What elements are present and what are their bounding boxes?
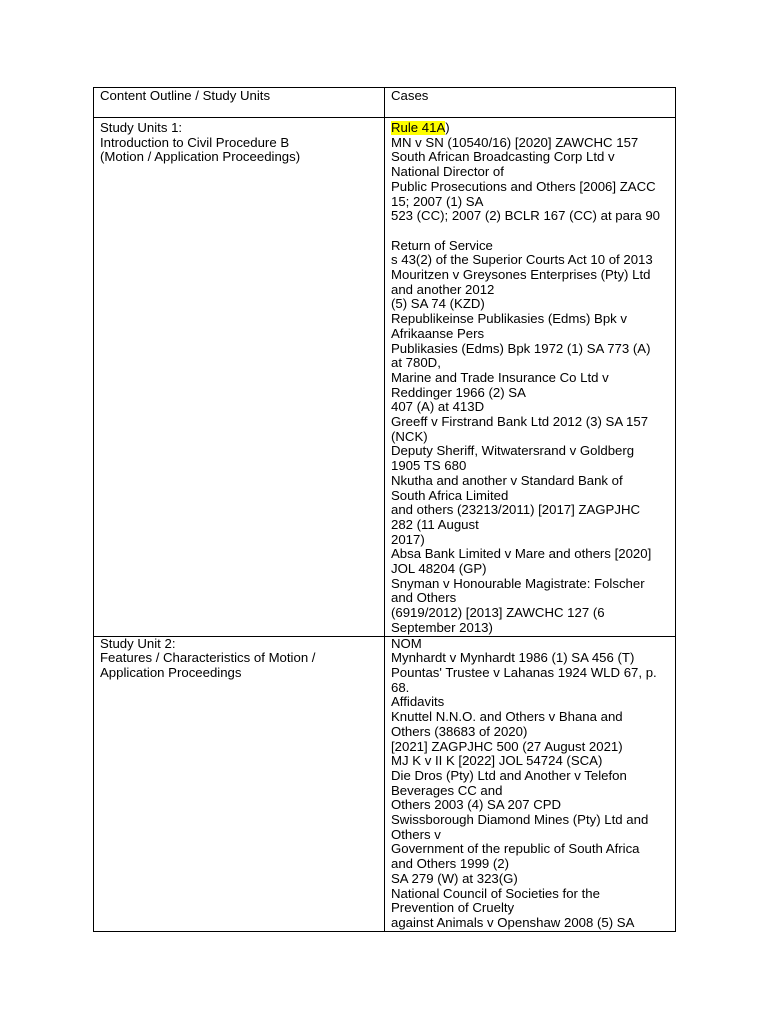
case-text-line: Nkutha and another v Standard Bank of [391,473,623,488]
case-text-line: Government of the republic of South Africa [391,842,640,857]
study-unit-1-cases-cell [385,118,676,637]
case-text-line: Die Dros (Pty) Ltd and Another v Telefon [391,768,627,783]
header-col1-text: Content Outline / Study Units [100,89,271,103]
case-text-line: [2021] ZAGPJHC 500 (27 August 2021) [391,739,623,754]
case-text-line: Others v [391,827,441,842]
case-text-line: South Africa Limited [391,488,509,503]
case-text-line: (6919/2012) [2013] ZAWCHC 127 (6 [391,606,605,621]
case-text-line: 282 (11 August [391,517,479,532]
case-text-line: 1905 TS 680 [391,459,467,474]
blank-line [391,224,669,239]
case-text-line: MJ K v II K [2022] JOL 54724 (SCA) [391,754,603,769]
unit-text-line: Features / Characteristics of Motion / [100,651,316,666]
case-text-line: MN v SN (10540/16) [2020] ZAWCHC 157 [391,135,639,150]
study-unit-2-cell [94,636,385,931]
table-row [94,118,676,637]
unit-text-line: (Motion / Application Proceedings) [100,150,301,165]
case-text-line: and Others 1999 (2) [391,857,510,872]
case-text-line: Marine and Trade Insurance Co Ltd v [391,370,609,385]
table-row [94,636,676,931]
case-text-line: (NCK) [391,429,428,444]
case-text-line: SA 279 (W) at 323(G) [391,871,518,886]
case-text-line: against Animals v Openshaw 2008 (5) SA [391,915,635,930]
case-text-line: and Others [391,591,457,606]
case-text-line: Return of Service [391,238,493,253]
case-text-line: Mynhardt v Mynhardt 1986 (1) SA 456 (T) [391,651,635,666]
rule-41a-suffix: ) [445,121,450,135]
case-text-line: Beverages CC and [391,783,503,798]
study-unit-2-cases-cell [385,636,676,931]
case-text-line: Swissborough Diamond Mines (Pty) Ltd and [391,813,649,828]
case-text-line: Mouritzen v Greysones Enterprises (Pty) Ltd [391,268,651,283]
header-col2-text: Cases [391,89,429,103]
case-text-line: NOM [391,636,422,651]
case-text-line: 2017) [391,532,425,547]
case-text-line: 15; 2007 (1) SA [391,194,484,209]
unit-text-line: Application Proceedings [100,666,242,680]
case-text-line: September 2013) [391,620,493,635]
case-text-line: and others (23213/2011) [2017] ZAGPJHC [391,503,640,518]
case-text-line: JOL 48204 (GP) [391,562,487,577]
case-text-line: Pountas' Trustee v Lahanas 1924 WLD 67, p. [391,666,657,680]
case-text-line: Reddinger 1966 (2) SA [391,385,526,400]
study-units-table [93,87,676,932]
case-text-line: Greeff v Firstrand Bank Ltd 2012 (3) SA 157 [391,415,649,430]
case-text-line: Publikasies (Edms) Bpk 1972 (1) SA 773 (A) [391,341,651,356]
rule-41a-line [391,121,669,136]
table-header-row [94,88,676,118]
case-text-line: s 43(2) of the Superior Courts Act 10 of 2013 [391,253,653,268]
case-text-line: Affidavits [391,695,445,710]
case-text-line: National Director of [391,165,504,180]
case-text-line: (5) SA 74 (KZD) [391,297,485,312]
case-text-line: Public Prosecutions and Others [2006] ZACC [391,179,656,194]
case-text-line: Republikeinse Publikasies (Edms) Bpk v [391,312,628,327]
unit-text-line: Introduction to Civil Procedure B [100,135,290,150]
case-text-line: 407 (A) at 413D [391,400,485,415]
case-text-line: Others (38683 of 2020) [391,724,528,739]
unit-text-line: Study Unit 2: [100,636,176,651]
case-text-line: 523 (CC); 2007 (2) BCLR 167 (CC) at para 90 [391,209,660,224]
study-unit-1-cell [94,118,385,637]
case-text-line: Knuttel N.N.O. and Others v Bhana and [391,710,623,725]
case-text-line: Prevention of Cruelty [391,901,515,916]
case-text-line: Absa Bank Limited v Mare and others [2020] [391,547,652,562]
case-text-line: Others 2003 (4) SA 207 CPD [391,798,562,813]
case-text-line: Deputy Sheriff, Witwatersrand v Goldberg [391,444,635,459]
header-cases [385,88,676,118]
case-text-line: Snyman v Honourable Magistrate: Folscher [391,576,645,591]
case-text-line: National Council of Societies for the [391,886,600,901]
case-text-line: at 780D, [391,356,441,371]
header-content-outline [94,88,385,118]
case-text-line: 68. [391,680,410,695]
case-text-line: and another 2012 [391,282,495,297]
rule-41a-highlight: Rule 41A [391,121,446,135]
unit-text-line: Study Units 1: [100,121,183,135]
case-text-line: Afrikaanse Pers [391,326,485,341]
case-text-line: South African Broadcasting Corp Ltd v [391,150,615,165]
